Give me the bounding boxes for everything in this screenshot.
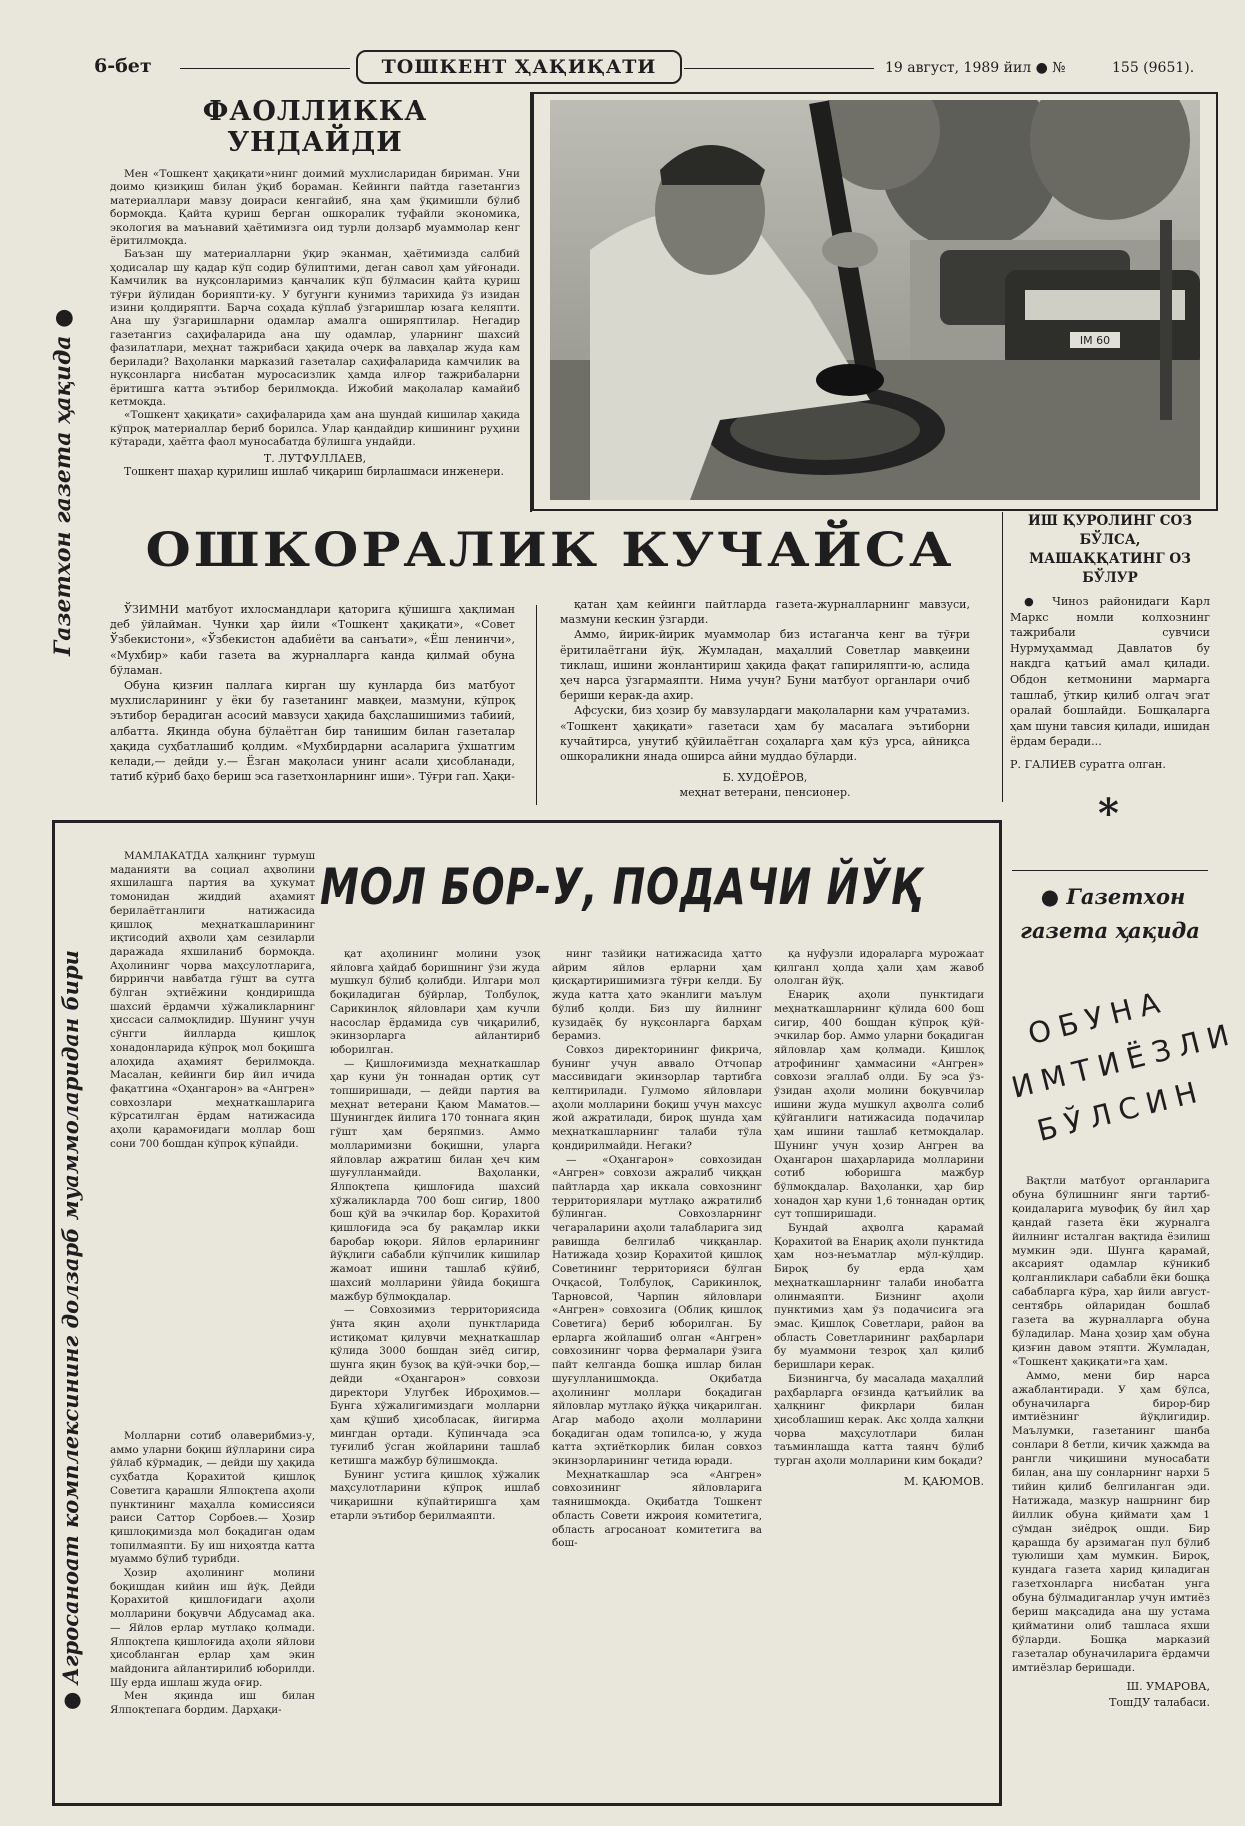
article-col-3: [552, 948, 762, 1551]
paragraph: Енариқ аҳоли пунктидаги меҳнаткашларнинг қўлида 600 бош сигир, 400 бошдан кўпроқ қўй-эчкилар бор. Аммо уларни боқадиган яйловлар ҳам қолмади. Қишлоқ атрофининг ҳаммасини «Ангрен» совхози эгаллаб олди. Бу эса ўз-ўзидан аҳоли молини боқувчилар ишини жуда мушкул аҳволга солиб қўйганлиги натижасида подачилар ҳам ишини ташлаб кетмоқдалар. Шунинг учун ҳозир Ангрен ва Оҳангарон шаҳарларида молларини сотиб юборишга мажбур бўлмоқдалар. Ваҳоланки, ҳар бир хонадон ҳар куни 1,6 тоннадан ортиқ сут топширишади.: [774, 989, 984, 1221]
photo-frame-left-rule: [530, 92, 532, 512]
author-name: М. ҚАЮМОВ.: [903, 1474, 984, 1488]
photo-frame: [532, 92, 1218, 511]
paragraph: қа нуфузли идораларга мурожаат қилганл ҳолда ҳали ҳам жавоб ололган йўқ.: [774, 948, 984, 988]
article-title-obuna: [995, 970, 1241, 1164]
vertical-rubric-reader: Газетхон газета ҳақида ●: [50, 308, 76, 656]
author-name: Т. ЛУТФУЛЛАЕВ,: [263, 451, 367, 465]
paragraph: «Тошкент ҳақиқати» саҳифаларида ҳам ана шундай кишилар ҳақида кўпроқ материаллар бериб борилса. Улар қандайдир кишининг руҳини кўтаради, ҳаётга фаол муносабатда бўлишга ундайди.: [110, 409, 520, 449]
header-date: 19 август, 1989 йил ● №: [885, 60, 1066, 76]
paragraph: Баъзан шу материалларни ўқир эканман, ҳаётимизда салбий ҳодисалар шу қадар кўп содир бўлиптими, деган савол ҳам уйғонади. Камчилик ва нуқсонларимиз қанчалик кўп бўлмасин қайта қуриш тўғри йўлидан борияпти-ку. У бугунги кунимиз тарихида ўз изидан изини қолдиряпти. Барча соҳада кўплаб ўзгаришлар юзага келяпти. Ана шу ўзгаришларни одамлар амалга оширяптилар. Негадир газетангиз саҳифаларида ана шу одамлар, уларнинг шахсий фазилатлари, меҳнат тажрибаси ҳақида очерк ва лавҳалар жуда кам берилади? Ваҳоланки марказий газеталар саҳифаларида камчилик ва нуқсонларга нисбатан муросасизлик ҳамда илғор тажрибаларни ёритишга катта эътибор берилмоқда. Ижобий мақолалар камайиб кетмоқда.: [110, 248, 520, 408]
paragraph: Бизнингча, бу масалада маҳаллий раҳбарларга оғзинда қатъийлик ва ҳалқнинг фикрлари билан ҳисоблашиш керак. Акс ҳолда халқни чорва маҳсулотлари билан таъминлашда катта таянч бўлиб турган аҳоли молларини ким боқади?: [774, 1372, 984, 1468]
paragraph: нинг тазйиқи натижасида ҳатто айрим яйлов ерларни ҳам қисқартиришимизга тўғри келди. Бу жуда катта ҳато эканлиги маълум бўлиб қолди. Биз шу йилнинг кузидаёқ бу нуқсонларга барҳам берамиз.: [552, 948, 762, 1043]
article-col-1a: [110, 850, 315, 1151]
paragraph: Аммо, мени бир нарса ажаблантиради. У ҳам бўлса, обуначиларга бирор-бир имтиёзнинг йўқлигидир. Маълумки, газетанинг шанба сонлари 8 бетли, кичик ҳажмда ва рангли чиқишини муносабати билан, ана шу сонларнинг нархи 5 тийин қилиб белгиланган эди. Натижада, мазкур нашрнинг бир йиллик обуна қиймати ҳам 1 сўмдан зиёдроқ ошди. Бир қарашда бу арзимаган пул бўлиб туюлиши ҳам мумкин. Бироқ, кундага газета харид қиладиган газетхонларга нисбатан унга обуна бўлмадиганлар учун имтиёз бериш мақсадида ана шу устама қийматини олиб ташласа яхши бўларди. Бошқа марказий газеталар обуначиларига ёрдамчи имтиёзлар беришади.: [1012, 1369, 1210, 1674]
article-obuna-body: [1012, 1175, 1210, 1709]
article-title: ОШКОРАЛИК КУЧАЙСА: [145, 523, 955, 578]
article-col-1b: [110, 1430, 315, 1718]
paragraph: Обуна қизғин паллага кирган шу кунларда биз матбуот мухлисларининг у ёки бу газетанинг мавқеи, мазмуни, кўпроқ эътибор берадиган асосий мавзуси ҳақида баҳслашишимиз табиий, албатта. Яқинда обуна бўлаётган бир танишим билан газеталар ҳақида суҳбатлашиб қолдим. «Мухбирдарни асаларига ўхшатгим келади,— дейди у.— Ёзган мақоласи унинг асали ҳисобланади, татиб кўриб баҳо бериш эса газетхонларнинг иши». Тўғри гап. Ҳақи-: [110, 679, 515, 784]
paragraph: Афсуски, биз ҳозир бу мавзулардаги мақолаларни кам учратамиз. «Тошкент ҳақиқати» газетаси ҳам бу масалага эътиборни кучайтирса, унутиб қўйилаётган соҳаларга ҳам кўз урса, айниқса ошкораликни янада оширса айни муддао бўларди.: [560, 704, 970, 764]
article-oshkoralik: [110, 520, 990, 581]
caption-text: ● Чиноз районидаги Карл Маркс номли колхознинг тажрибали сувчиси Нурмуҳаммад Давлатов бу накдга қатъий амал қилади. Обдон кетмонини мармарга ташлаб, ўткир қилиб олгач эгат оралай бошлайди. Бошқаларга ҳам шуни тавсия қилади, ишидан ёрдам беради...: [1010, 595, 1210, 749]
paragraph: қатан ҳам кейинги пайтларда газета-журналларнинг мавзуси, мазмуни кескин ўзгарди.: [560, 598, 970, 627]
article-col-1: [110, 602, 515, 784]
paragraph: Вақтли матбуот органларига обуна бўлишнинг янги тартиб-қоидаларига мувофиқ бу йил ҳар қандай газета ёки журналга йилнинг исталган вақтида ёзилиш мумкин эди. Шунга қарамай, аксарият одамлар кўникиб қолганликлари сабабли ёки бошқа сабабларга кўра, ҳар йили август-сентябрь ойларидан бошлаб газета ва журналларга обуна бўладилар. Мана ҳозир ҳам обуна қизғин давом этяпти. Жумладан, «Тошкент ҳақиқати»га ҳам.: [1012, 1175, 1210, 1368]
author-note: ТошДУ талабаси.: [1109, 1695, 1210, 1709]
car-plate: IM 60: [1079, 334, 1111, 347]
paragraph: Ҳозир аҳолининг молини боқишдан кийин иш йўқ. Дейди Қорахитой қишлоғидаги аҳоли молларини боқувчи Абдусамад ака.— Яйлов ерлар мутлақо қолмади. Ялпоқтепа қишлоғида аҳоли яйлови ҳисобланган ерлар ҳам экин майдонига айлантирилиб юборилди. Шу ерда ишлаш жуда оғир.: [110, 1567, 315, 1689]
vertical-rubric-agro: ● Агросаноат комплексининг долзарб муаммоларидан бири: [58, 950, 83, 1710]
masthead: [356, 50, 682, 84]
photographer: Р. ГАЛИЕВ суратга олган.: [1010, 757, 1166, 771]
paragraph: — «Оҳангарон» совхозидан «Ангрен» совхози ажралиб чиққан пайтларда ҳар иккала совхознинг территориялари мутлақо ажратилиб бўлинган. Совхозларнинг чегараларини аҳоли талабларига зид равишда белгилаб чиққанлар. Натижада ҳозир Қорахитой қишлоқ Советининг территорияси бўлган Очқасой, Толбулоқ, Сарикинлоқ, Тарновсой, Чарпин яйловлари «Ангрен» совхозига (Облиқ қишлоқ Советига) бериб юборилган. Бу ерларга жойлашиб олган «Ангрен» совхозининг чорва фермалари ўзига пайт келганда бошқа ишлар билан шуғулланишмоқда. Оқибатда аҳолининг моллари боқадиган яйловлар мутлақо йўққа чиқарилган. Агар мабодо аҳоли молларини боқадиган одам топилса-ю, у жуда катта эҳтиёткорлик билан совхоз экинзорларининг четида юради.: [552, 1153, 762, 1468]
paragraph: қат аҳолининг молини узоқ яйловга ҳайдаб боришнинг ўзи жуда мушкул бўлиб қолибди. Илгари мол боқиладиган бўйрлар, Толбулоқ, Сарикинлоқ яйловлари ҳам кучли насослар ёрдамида сув чиқарилиб, экинзорларга айлантириб юборилган.: [330, 948, 540, 1056]
header-issue: 155 (9651).: [1112, 60, 1195, 76]
author-note: меҳнат ветерани, пенсионер.: [679, 786, 851, 800]
rubric-reader-1: ● Газетхон: [1040, 884, 1186, 909]
article-col-4: [774, 948, 984, 1488]
article-col-2: [330, 948, 540, 1524]
article-faollikka: [110, 96, 520, 478]
author-note: Тошкент шаҳар қурилиш ишлаб чиқариш бирлашмаси инженери.: [124, 464, 504, 478]
column-rule: [536, 605, 537, 805]
paragraph: Аммо, йирик-йирик муаммолар биз истаганча кенг ва тўғри ёритилаётгани йўқ. Жумладан, маҳаллий Советлар мавқеини тиклаш, ишини жонлантириш ҳақида фақат гапириляпти-ю, аслида ҳеч нарса ўзгармаяпти. Нима учун? Буни матбуот органлари очиб бериши керак-да ахир.: [560, 628, 970, 703]
article-title: ФАОЛЛИККА УНДАЙДИ: [202, 96, 428, 158]
author-name: Б. ХУДОЁРОВ,: [722, 771, 808, 785]
header-rule-left: [180, 68, 350, 69]
paragraph: — Қишлоғимизда меҳнаткашлар ҳар куни ўн тоннадан ортиқ сут топширишади, — дейди партия ва меҳнат ветерани Қаюм Маматов.— Шунингдек йилига 170 тоннага яқин гўшт ҳам беряпмиз. Аммо молларимизни боқишни, уларга яйловлар ажратиш билан ҳеч ким шуғулланмайди. Ваҳоланки, Ялпоқтепа қишлоғида шахсий хўжаликларда 700 бош сигир, 1800 бош қўй ва эчкилар бор. Қорахитой қишлоғида эса бу рақамлар икки баробар юқори. Яйлов ерларининг йўқлиги сабабли кўпчилик кишилар жамоат ишини ташлаб кўйиб, шахсий молларини ўйида боқишга мажбур бўлмоқдалар.: [330, 1057, 540, 1303]
caption-rule: [1002, 512, 1003, 802]
masthead-title: ТОШКЕНТ ҲАҚИҚАТИ: [381, 56, 657, 78]
caption-title: ИШ ҚУРОЛИНГ СОЗ БЎЛСА, МАШАҚҚАТИНГ ОЗ БЎЛУР: [1028, 513, 1192, 586]
paragraph: ЎЗИМНИ матбуот ихлосмандлари қаторига қўшишга ҳақлиман деб ўйлайман. Чунки ҳар йили «Тошкент ҳақиқати», «Совет Ўзбекистони», «Ўзбекистон адабиёти ва санъати», «Ёш ленинчи», «Мухбир» каби газета ва журналларга канда қилмай обуна бўламан.: [110, 603, 515, 677]
page-number: 6-бет: [94, 55, 152, 77]
paragraph: Мен яқинда иш билан Ялпоқтепага бордим. Дарҳақи-: [110, 1690, 315, 1717]
article-title: ОБУНА ИМТИЁЗЛИ БЎЛСИН: [1008, 983, 1241, 1148]
paragraph: Молларни сотиб олаверибмиз-у, аммо уларни боқиш йўлларини сира ўйлаб кўрмадик, — дейди шу ҳақида суҳбатда Қорахитой қишлоқ Советига қарашли Ялпоқтепа аҳоли пунктининг маҳалла комиссияси раиси Саттор Сорбоев.— Ҳозир қишлоқимизда мол боқадиган одам топилмаяпти. Бу иш ниҳоятда катта муаммо бўлиб турибди.: [110, 1430, 315, 1566]
article-col-2: [560, 597, 970, 801]
paragraph: МАМЛАКАТДА халқнинг турмуш маданияти ва социал аҳволини яхшилашга партия ва ҳукумат томонидан жиддий аҳамият берилаётганлиги натижасида қишлоқ меҳнаткашларининг иқтисодий аҳволи ҳам сезиларли даражада яхшиланиб бормоқда. Аҳолининг чорва маҳсулотларига, бирринчи навбатда гўшт ва сутга бўлган эҳтиёжини қондиришда шахсий ёрдамчи хўжаликларнинг ҳиссаси салмоқлидир. Шунинг учун сўнгги йилларда қишлоқ хонадонларида кўпроқ мол боқишга алоҳида аҳамият берилмоқда. Масалан, кейинги бир йил ичида фақатгина «Оҳангарон» ва «Ангрен» совхозлари меҳнаткашларига кўрсатилган ёрдам натижасида аҳоли қарамоғидаги моллар бош сони 700 бошдан кўпроқ кўпайди.: [110, 850, 315, 1150]
article-title-mol: МОЛ БОР-У, ПОДАЧИ ЙЎҚ: [320, 858, 922, 916]
author-name: Ш. УМАРОВА,: [1126, 1679, 1210, 1693]
paragraph: Бундай аҳволга қарамай Қорахитой ва Енариқ аҳоли пунктида ҳам ноз-неъматлар мўл-кўлдир. Бироқ бу ерда ҳам меҳнаткашларнинг талаби инобатга олинмаяпти. Бизнинг аҳоли пунктимиз ҳам ўз подачисига эга эмас. Қишлоқ Советлари, район ва область Советларининг раҳбарлари бу муаммони тезроқ ҳал қилиб беришлари керак.: [774, 1222, 984, 1372]
paragraph: Мен «Тошкент ҳақиқати»нинг доимий мухлисларидан бириман. Уни доимо қизиқиш билан ўқиб бораман. Кейинги пайтда газетангиз материаллари мавзу доираси кенгайиб, яна ҳам ўқимишли бўлиб бормоқда. Қайта қуриш берган ошкоралик туфайли экономика, экология ва маънавий ҳаётимизга оид турли долзарб муаммолар кенг ёритилмоқда.: [110, 168, 520, 248]
star-divider: *: [1098, 790, 1119, 837]
paragraph: Меҳнаткашлар эса «Ангрен» совхозининг яйловларига таянишмоқда. Оқибатда Тошкент область Совети ижроия комитетига, область агросаноат комитетига ва бош-: [552, 1468, 762, 1550]
photo-caption: [1010, 512, 1210, 771]
paragraph: Совхоз директорининг фикрича, бунинг учун аввало Отчопар массивидаги экинзорлар тартибга келтирилади. Гулмомо яйловлари аҳоли молларини боқиш учун махсус жой ажратилади, бироқ шунда ҳам меҳнаткашларнинг талаби тўла қондирилмайди. Негаки?: [552, 1043, 762, 1152]
paragraph: Бунинг устига қишлоқ хўжалик маҳсулотларини кўпроқ ишлаб чиқаришни кўпайтиришга ҳам етарли эътибор берилмаяпти.: [330, 1468, 540, 1522]
photo-irrigator: [550, 100, 1200, 500]
article-body: [110, 168, 520, 450]
rubric-rule: [1012, 870, 1208, 871]
rubric-reader-2: газета ҳақида: [1020, 918, 1200, 943]
paragraph: — Совхозимиз территориясида ўнта яқин аҳоли пунктларида истиқомат қилувчи меҳнаткашлар қўлида 3000 бошдан зиёд сигир, шунга яқин бузоқ ва қўй-эчки бор,— дейди «Оҳангарон» совхози директори Улугбек Иброҳимов.— Бунга хўжалигимиздаги молларни ҳам қўшиб ҳисобласак, йигирма мингдан ортади. Кўпинчада эса туғилиб ўсган жойларини ташлаб кетишга мажбур бўлишмоқда.: [330, 1304, 540, 1468]
header-rule-right: [684, 68, 874, 69]
